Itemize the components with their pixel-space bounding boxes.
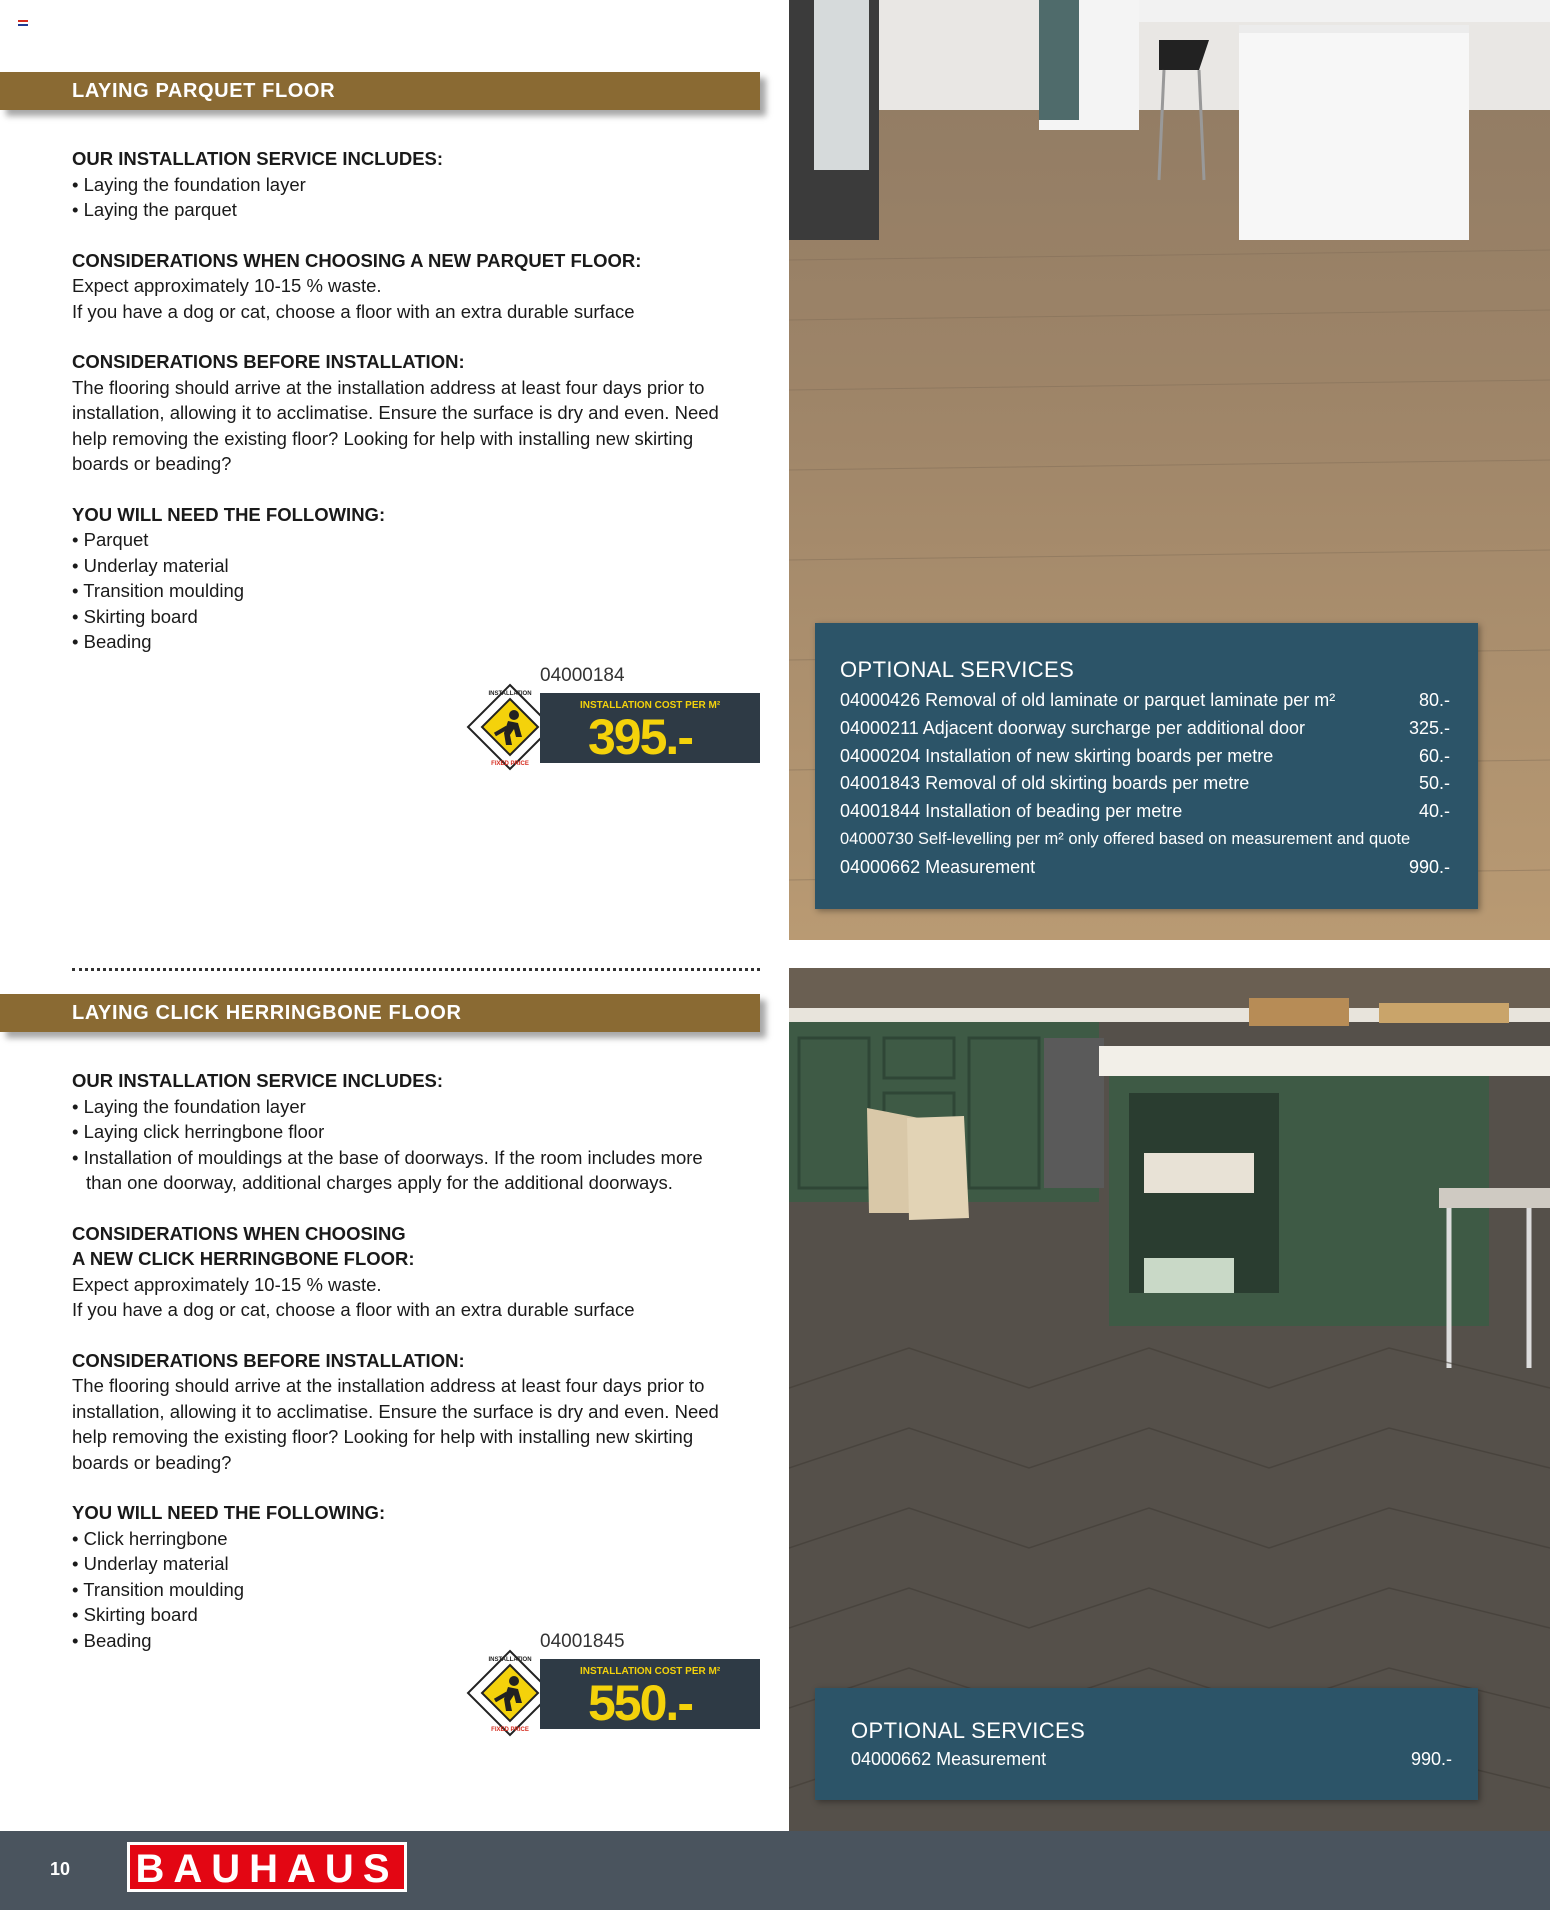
list-item: • Transition moulding xyxy=(72,578,732,604)
optional-item-price: 80.- xyxy=(1418,690,1450,710)
optional-item-price: 325.- xyxy=(1408,717,1450,738)
optional-item-text: 04000730 Self-levelling per m² only offered based on measurement and quote xyxy=(840,829,1411,848)
list-item: • Beading xyxy=(72,629,732,655)
need-list xyxy=(72,1526,732,1654)
price-label: INSTALLATION COST PER M² xyxy=(580,700,721,711)
section-title: LAYING CLICK HERRINGBONE FLOOR xyxy=(72,1002,462,1024)
list-item: • Skirting board xyxy=(72,604,732,630)
need-list xyxy=(72,527,732,655)
optional-heading: OPTIONAL SERVICES xyxy=(840,657,1075,682)
considerations-line: If you have a dog or cat, choose a floor with an extra durable surface xyxy=(72,300,635,322)
optional-item-text: 04001844 Installation of beading per metre xyxy=(840,801,1183,822)
includes-heading: OUR INSTALLATION SERVICE INCLUDES: xyxy=(72,148,444,169)
list-item: • Underlay material xyxy=(72,1551,732,1577)
badge-text-bottom: FIXED PRICE xyxy=(491,761,529,767)
considerations-heading: CONSIDERATIONS WHEN CHOOSING xyxy=(72,1222,406,1244)
badge-text-top: INSTALLATION xyxy=(488,1657,532,1663)
badge-text-top: INSTALLATION xyxy=(488,691,532,697)
includes-heading: OUR INSTALLATION SERVICE INCLUDES: xyxy=(72,1070,444,1091)
section-divider xyxy=(72,968,760,971)
optional-item-text: 04000662 Measurement xyxy=(851,1749,1047,1769)
optional-row xyxy=(840,854,1450,882)
bauhaus-logo xyxy=(127,1842,407,1892)
list-item: • Laying the foundation layer xyxy=(72,1094,712,1120)
list-item: • Installation of mouldings at the base of doorways. If the room includes more than one doorway, additional charges apply for the additional doorways. xyxy=(72,1145,712,1196)
price-box xyxy=(540,1659,760,1729)
optional-item-text: 04000426 Removal of old laminate or parquet laminate per m² xyxy=(840,690,1336,710)
optional-row xyxy=(840,743,1450,771)
flag-icon xyxy=(18,20,28,26)
list-item: • Click herringbone xyxy=(72,1526,732,1552)
before-text: The flooring should arrive at the installation address at least four days prior to installation, allowing it to acclimatise. Ensure the surface is dry and even. Need help removing the existing floor? Looking for help with installing new skirting boards or beading? xyxy=(72,1375,719,1473)
includes-list xyxy=(72,1094,712,1196)
article-code: 04001845 xyxy=(540,1631,625,1652)
optional-item-price: 990.- xyxy=(1408,856,1450,877)
considerations-heading: A NEW CLICK HERRINGBONE FLOOR: xyxy=(72,1248,415,1269)
optional-item-price: 50.- xyxy=(1418,773,1450,794)
considerations-line: If you have a dog or cat, choose a floor with an extra durable surface xyxy=(72,1299,635,1320)
optional-row xyxy=(840,826,1450,854)
list-item: • Laying the parquet xyxy=(72,197,732,223)
optional-row xyxy=(851,1746,1452,1774)
page-number: 10 xyxy=(50,1859,71,1879)
price-box xyxy=(540,693,760,763)
page-footer xyxy=(0,1831,1550,1910)
list-item: • Laying the foundation layer xyxy=(72,172,732,198)
logo-text: BAUHAUS xyxy=(135,1847,399,1891)
optional-services-herringbone xyxy=(815,1688,1478,1800)
optional-item-text: 04001843 Removal of old skirting boards per metre xyxy=(840,773,1250,794)
before-text: The flooring should arrive at the installation address at least four days prior to installation, allowing it to acclimatise. Ensure the surface is dry and even. Need help removing the existing floor? Looking for help with installing new skirting boards or beading? xyxy=(72,376,719,474)
optional-item-price: 60.- xyxy=(1418,745,1450,766)
list-item: • Underlay material xyxy=(72,553,732,579)
price-label: INSTALLATION COST PER M² xyxy=(580,1666,721,1677)
optional-row xyxy=(840,798,1450,826)
list-item: • Parquet xyxy=(72,527,732,553)
list-item: • Transition moulding xyxy=(72,1577,732,1603)
section-banner-herringbone xyxy=(0,994,760,1032)
price-value: 550.- xyxy=(588,1675,692,1731)
optional-item-text: 04000662 Measurement xyxy=(840,856,1036,877)
herringbone-details xyxy=(72,1068,732,1678)
considerations-line: Expect approximately 10-15 % waste. xyxy=(72,1273,382,1295)
parquet-details xyxy=(72,146,732,680)
optional-item-text: 04000211 Adjacent doorway surcharge per additional door xyxy=(840,717,1305,738)
need-heading: YOU WILL NEED THE FOLLOWING: xyxy=(72,1502,386,1523)
optional-item-price: 40.- xyxy=(1418,801,1450,822)
optional-item-price: 990.- xyxy=(1410,1749,1452,1769)
optional-heading: OPTIONAL SERVICES xyxy=(851,1718,1086,1743)
optional-row xyxy=(840,687,1450,715)
before-heading: CONSIDERATIONS BEFORE INSTALLATION: xyxy=(72,351,465,372)
considerations-heading: CONSIDERATIONS WHEN CHOOSING A NEW PARQUET FLOOR: xyxy=(72,249,642,271)
need-heading: YOU WILL NEED THE FOLLOWING: xyxy=(72,503,386,525)
section-banner-parquet xyxy=(0,72,760,110)
section-title: LAYING PARQUET FLOOR xyxy=(72,80,336,102)
badge-text-bottom: FIXED PRICE xyxy=(491,1727,529,1733)
before-heading: CONSIDERATIONS BEFORE INSTALLATION: xyxy=(72,1349,465,1371)
list-item: • Beading xyxy=(72,1628,732,1654)
price-value: 395.- xyxy=(588,709,692,765)
list-item: • Skirting board xyxy=(72,1602,732,1628)
includes-list xyxy=(72,172,732,223)
optional-services-parquet xyxy=(815,623,1478,909)
optional-row xyxy=(840,770,1450,798)
optional-item-text: 04000204 Installation of new skirting boards per metre xyxy=(840,745,1274,766)
considerations-line: Expect approximately 10-15 % waste. xyxy=(72,275,382,296)
list-item: • Laying click herringbone floor xyxy=(72,1119,712,1145)
article-code: 04000184 xyxy=(540,665,625,686)
optional-row xyxy=(840,715,1450,743)
